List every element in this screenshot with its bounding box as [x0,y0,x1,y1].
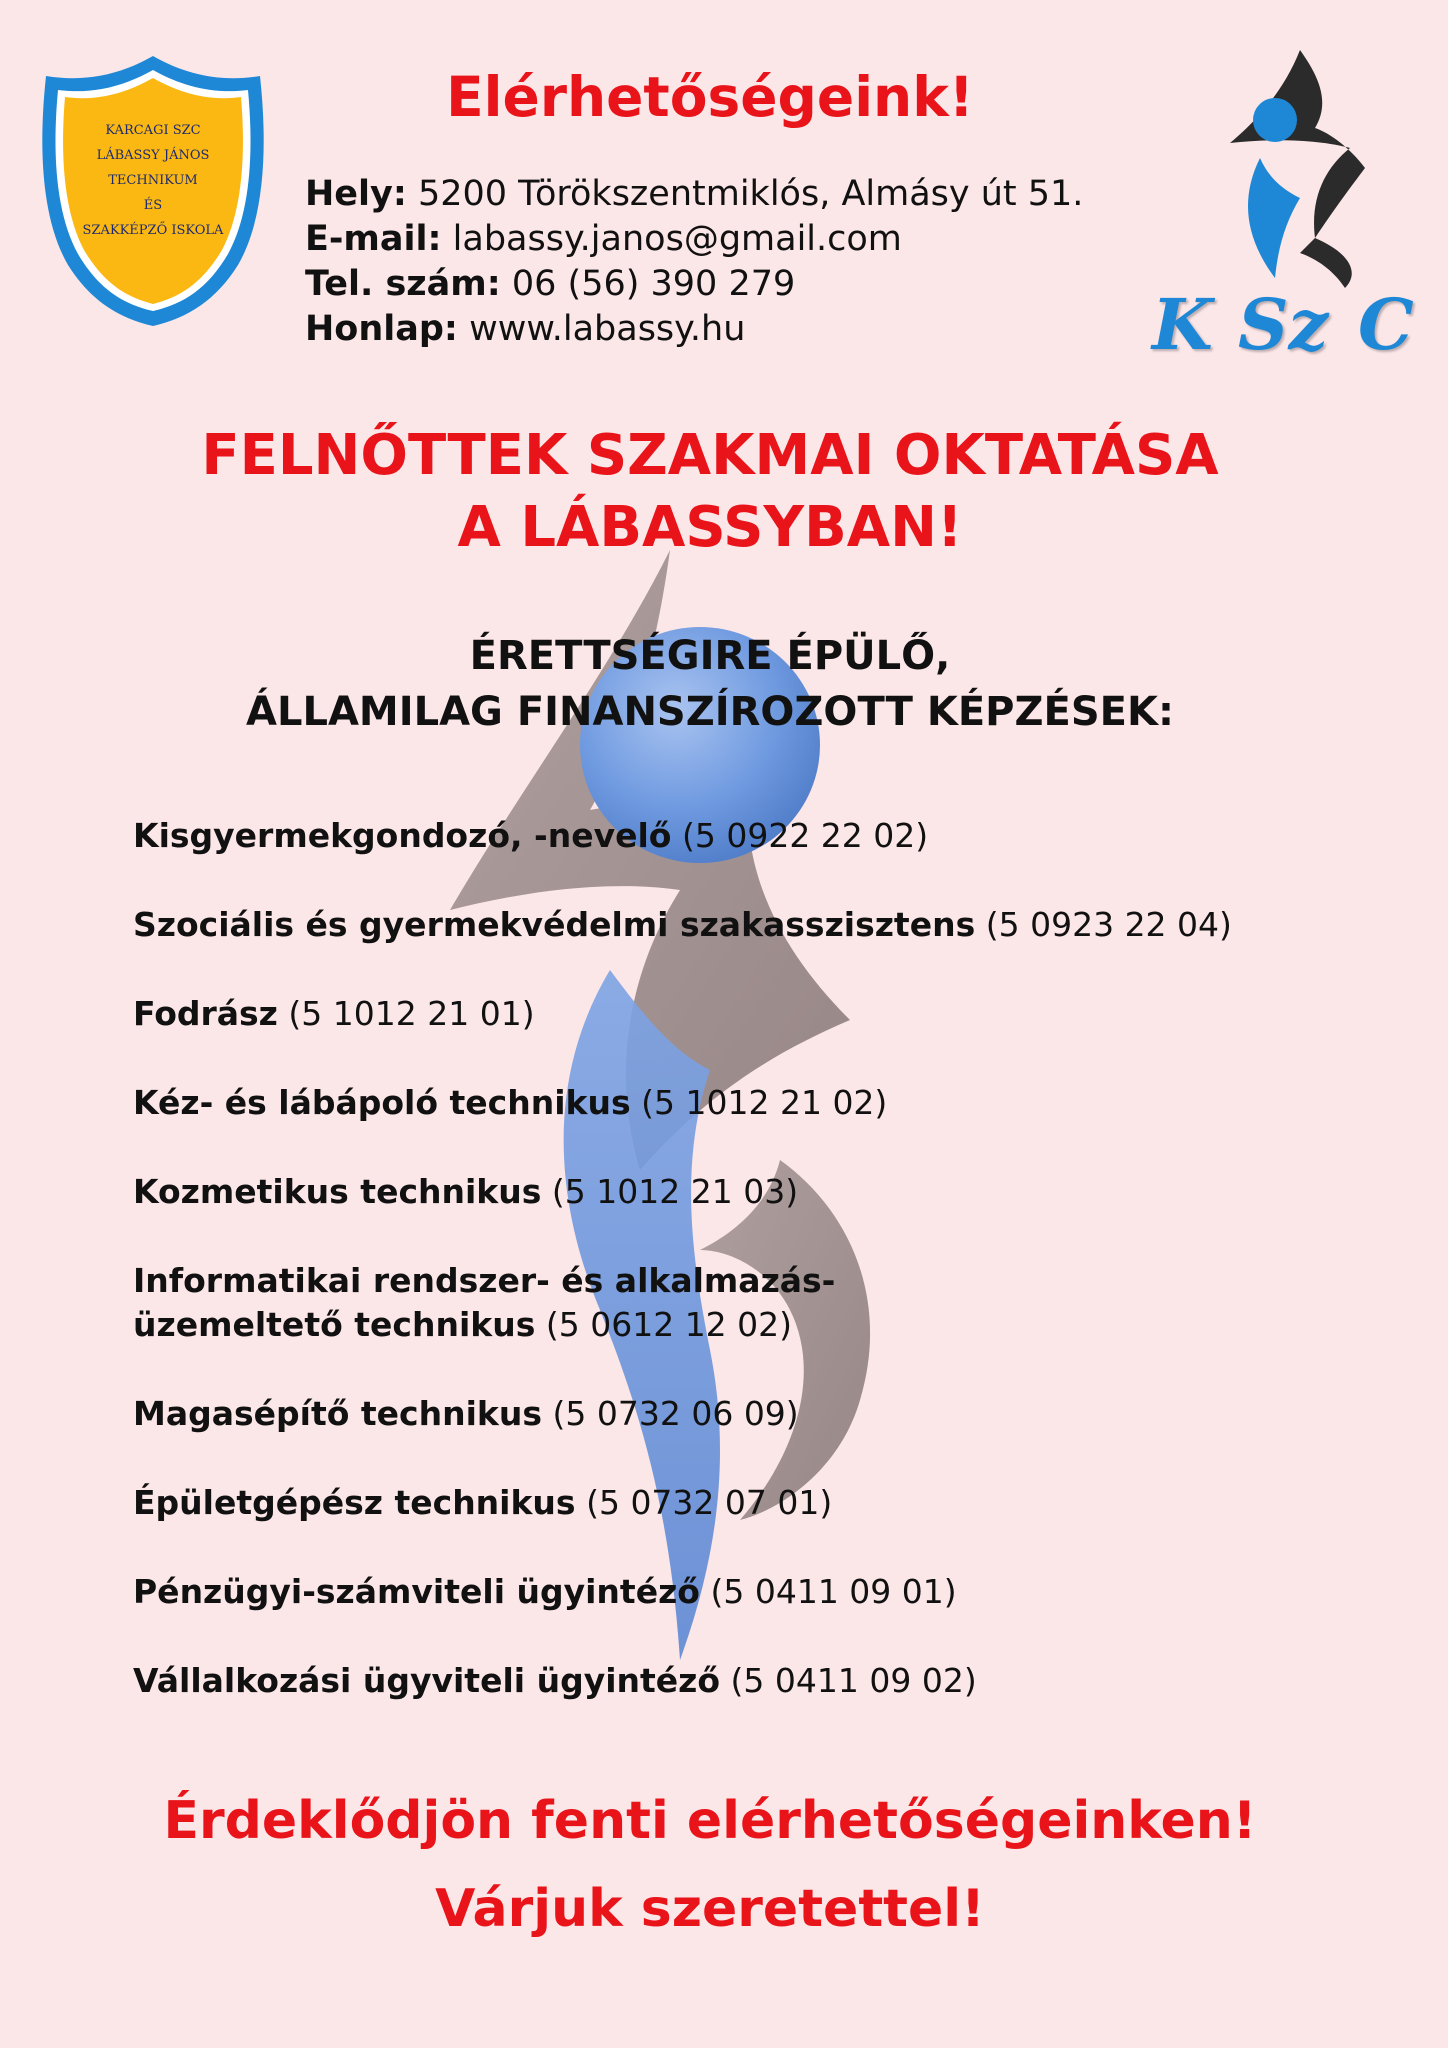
contact-value[interactable]: www.labassy.hu [469,309,746,349]
shield-line: ÉS [143,198,163,213]
course-name: Kisgyermekgondozó, -nevelő [133,816,672,855]
main-title-line: FELNŐTTEK SZAKMAI OKTATÁSA [201,423,1219,488]
contact-row-email [305,217,1083,262]
list-item [133,1570,1383,1614]
course-code: (5 0411 09 01) [710,1572,957,1611]
main-title-line: A LÁBASSYBAN! [457,495,963,560]
list-item [133,992,1383,1036]
shield-line: TECHNIKUM [108,173,198,188]
course-code: (5 1012 21 01) [288,994,535,1033]
contact-row-website [305,307,1083,352]
list-item [133,1259,1383,1347]
course-code: (5 0732 07 01) [586,1483,833,1522]
shield-line: LÁBASSY JÁNOS [96,148,210,163]
course-name: Szociális és gyermekvédelmi szakasszisztens [133,905,976,944]
contact-row-phone [305,262,1083,307]
sub-title [0,628,1420,740]
school-shield-text [58,118,248,243]
list-item [133,1659,1383,1703]
kszc-letter-c: C [1358,283,1414,366]
course-name: üzemeltető technikus [133,1305,536,1344]
contact-value: 5200 Törökszentmiklós, Almásy út 51. [417,174,1084,214]
footer-welcome: Várjuk szeretettel! [435,1879,985,1939]
kszc-letter-sz: Sz [1238,283,1329,366]
contact-row-address [305,172,1083,217]
list-item [133,1170,1383,1214]
sub-title-line: ÁLLAMILAG FINANSZÍROZOTT KÉPZÉSEK: [246,689,1174,735]
course-code: (5 0612 12 02) [545,1305,793,1344]
shield-line: SZAKKÉPZŐ ISKOLA [82,223,224,238]
contact-label: Tel. szám: [305,264,501,304]
contact-label: E-mail: [305,219,442,259]
course-code: (5 0922 22 02) [681,816,929,855]
course-code: (5 1012 21 02) [641,1083,888,1122]
shield-line: KARCAGI SZC [105,123,201,138]
course-name: Fodrász [133,994,278,1033]
contact-value: 06 (56) 390 279 [511,264,796,304]
contact-block [305,172,1083,352]
list-item [133,1481,1383,1525]
course-name: Pénzügyi-számviteli ügyintéző [133,1572,700,1611]
course-code: (5 1012 21 03) [551,1172,799,1211]
list-item [133,903,1383,947]
main-title [0,420,1420,564]
list-item [133,1392,1383,1436]
sub-title-line: ÉRETTSÉGIRE ÉPÜLŐ, [469,633,951,679]
footer-call-to-action: Érdeklődjön fenti elérhetőségeinken! [163,1791,1257,1851]
kszc-letters [1150,283,1430,366]
contact-label: Hely: [305,174,407,214]
course-name: Kéz- és lábápoló technikus [133,1083,631,1122]
course-name: Épületgépész technikus [133,1483,576,1522]
course-code: (5 0732 06 09) [552,1394,799,1433]
course-code: (5 0923 22 04) [985,905,1232,944]
course-name: Magasépítő technikus [133,1394,542,1433]
course-name: Kozmetikus technikus [133,1172,542,1211]
kszc-letter-k: K [1152,283,1213,366]
course-name: Vállalkozási ügyviteli ügyintéző [133,1661,721,1700]
contact-label: Honlap: [305,309,458,349]
contact-title: Elérhetőségeink! [446,65,974,129]
course-name: Informatikai rendszer- és alkalmazás- [133,1261,836,1300]
course-list [133,814,1383,1748]
course-code: (5 0411 09 02) [730,1661,977,1700]
list-item [133,814,1383,858]
list-item [133,1081,1383,1125]
contact-value[interactable]: labassy.janos@gmail.com [452,219,902,259]
